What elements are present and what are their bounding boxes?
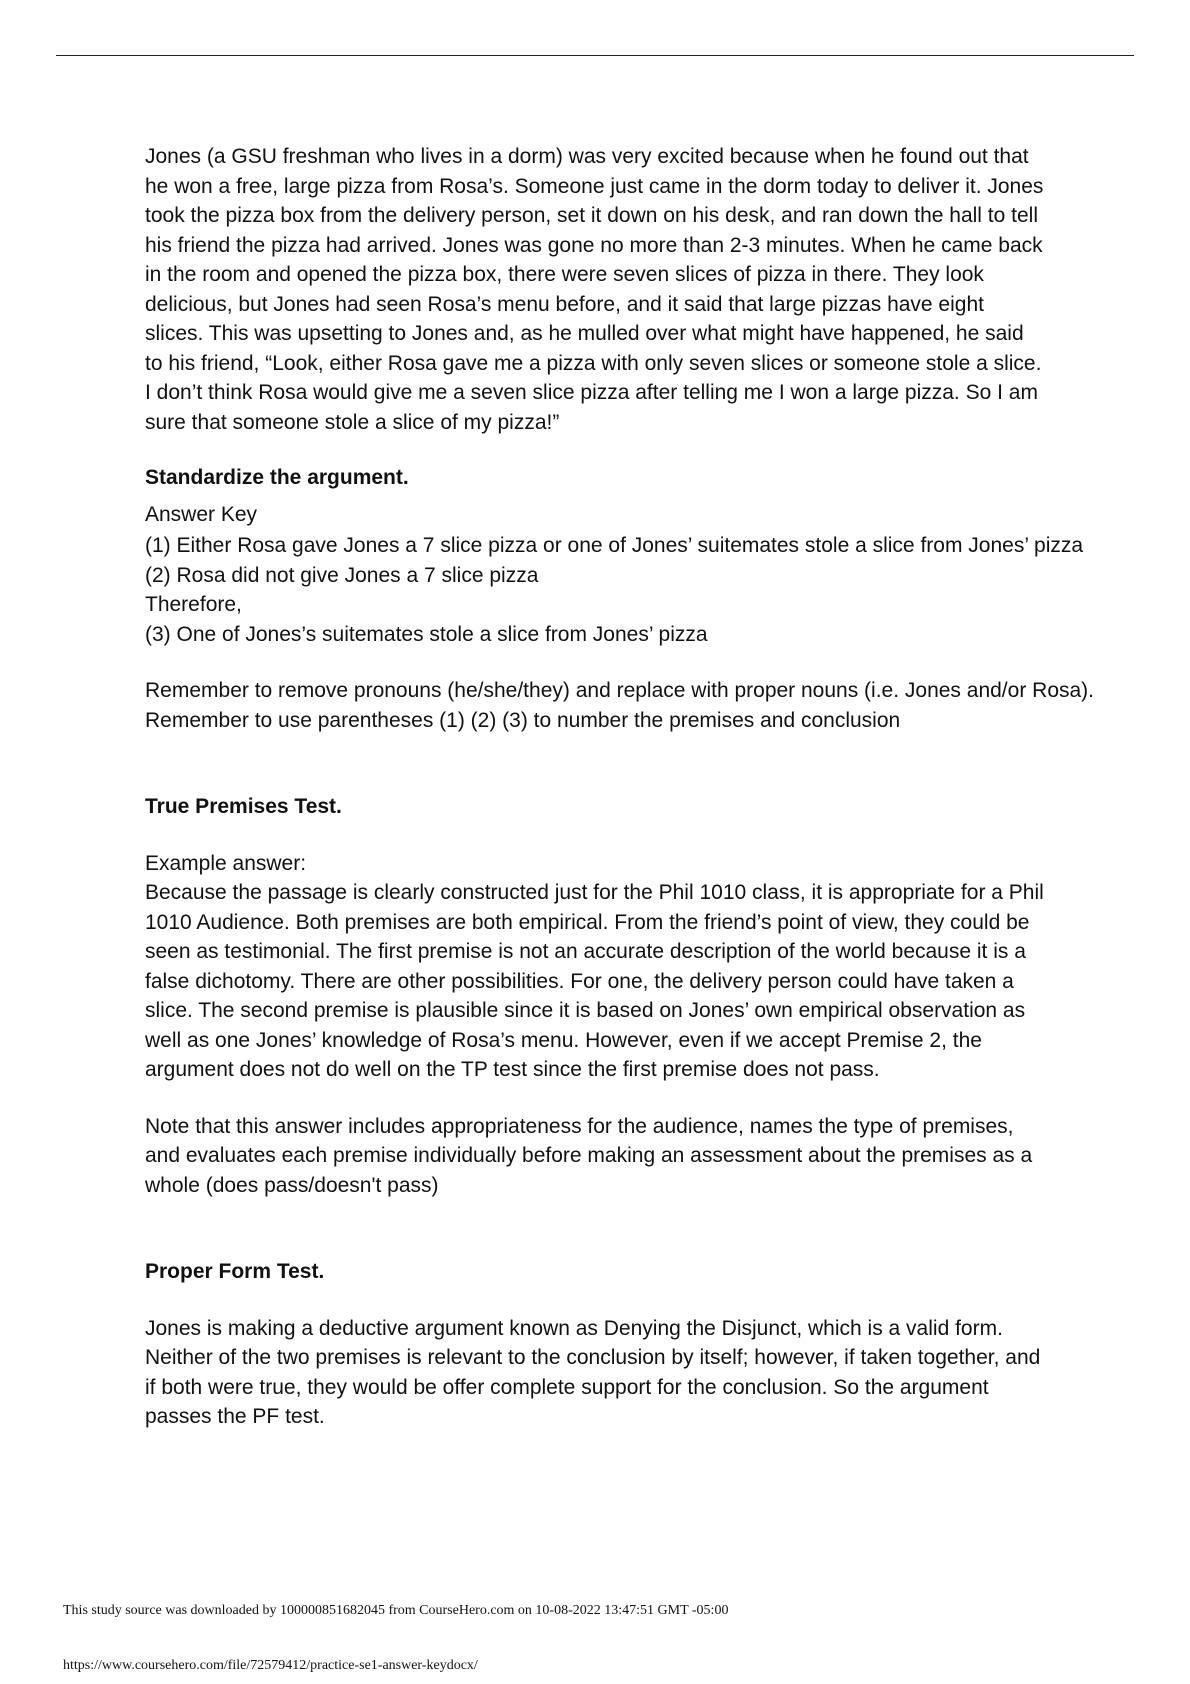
download-source-notice: This study source was downloaded by 100000851682045 from CourseHero.com on 10-08-2022 13:47:51 GMT -05:00 (63, 1603, 729, 1618)
standardized-argument (145, 531, 1155, 649)
conclusion-3: (3) One of Jones’s suitemates stole a slice from Jones’ pizza (145, 622, 708, 646)
premise-1: (1) Either Rosa gave Jones a 7 slice pizza or one of Jones’ suitemates stole a slice from Jones’ pizza (145, 534, 1084, 557)
true-premises-heading: True Premises Test. (145, 795, 342, 818)
reminder-pronouns: Remember to remove pronouns (he/she/they) and replace with proper nouns (i.e. Jones and/or Rosa). (145, 679, 1094, 702)
example-answer-label: Example answer: (145, 851, 307, 875)
true-premises-note: Note that this answer includes appropriateness for the audience, names the type of premises, and evaluates each premise individually before making an assessment about the premises as a whole (does pass/doesn't pass) (145, 1114, 1033, 1197)
answer-key-label: Answer Key (145, 502, 258, 526)
proper-form-answer: Jones is making a deductive argument known as Denying the Disjunct, which is a valid form. Neither of the two premises is relevant to the conclusion by itself; however, if taken together, and if both were true, they would be offer complete support for the conclusion. So the argument passes the PF test. (145, 1316, 1041, 1428)
reminder-parentheses: Remember to use parentheses (1) (2) (3) to number the premises and conclusion (145, 708, 901, 732)
proper-form-heading: Proper Form Test. (145, 1260, 325, 1283)
premise-2: (2) Rosa did not give Jones a 7 slice pizza (145, 563, 539, 587)
document-body (145, 142, 1155, 1432)
therefore-line: Therefore, (145, 593, 242, 616)
source-url[interactable]: https://www.coursehero.com/file/72579412/practice-se1-answer-keydocx/ (63, 1658, 478, 1673)
story-passage: Jones (a GSU freshman who lives in a dorm) was very excited because when he found out that he won a free, large pizza from Rosa’s. Someone just came in the dorm today to deliver it. Jones took the pizza box from the delivery person, set it down on his desk, and ran down the hall to tell his friend the pizza had arrived. Jones was gone no more than 2-3 minutes. When he came back in the room and opened the pizza box, there were seven slices of pizza in there. They look delicious, but Jones had seen Rosa’s menu before, and it said that large pizzas have eight slices. This was upsetting to Jones and, as he mulled over what might have happened, he said to his friend, “Look, either Rosa gave me a pizza with only seven slices or someone stole a slice. I don’t think Rosa would give me a seven slice pizza after telling me I won a large pizza. So I am sure that someone stole a slice of my pizza!” (145, 145, 1044, 434)
standardize-heading: Standardize the argument. (145, 466, 409, 489)
top-horizontal-rule (56, 55, 1134, 56)
standardize-reminders (145, 676, 1155, 735)
true-premises-answer: Because the passage is clearly constructed just for the Phil 1010 class, it is appropriate for a Phil 1010 Audience. Both premises are both empirical. From the friend’s point of view, they could be seen as testimonial. The first premise is not an accurate description of the world because it is a false dichotomy. There are other possibilities. For one, the delivery person could have taken a slice. The second premise is plausible since it is based on Jones’ own empirical observation as well as one Jones’ knowledge of Rosa’s menu. However, even if we accept Premise 2, the argument does not do well on the TP test since the first premise does not pass. (145, 881, 1044, 1081)
